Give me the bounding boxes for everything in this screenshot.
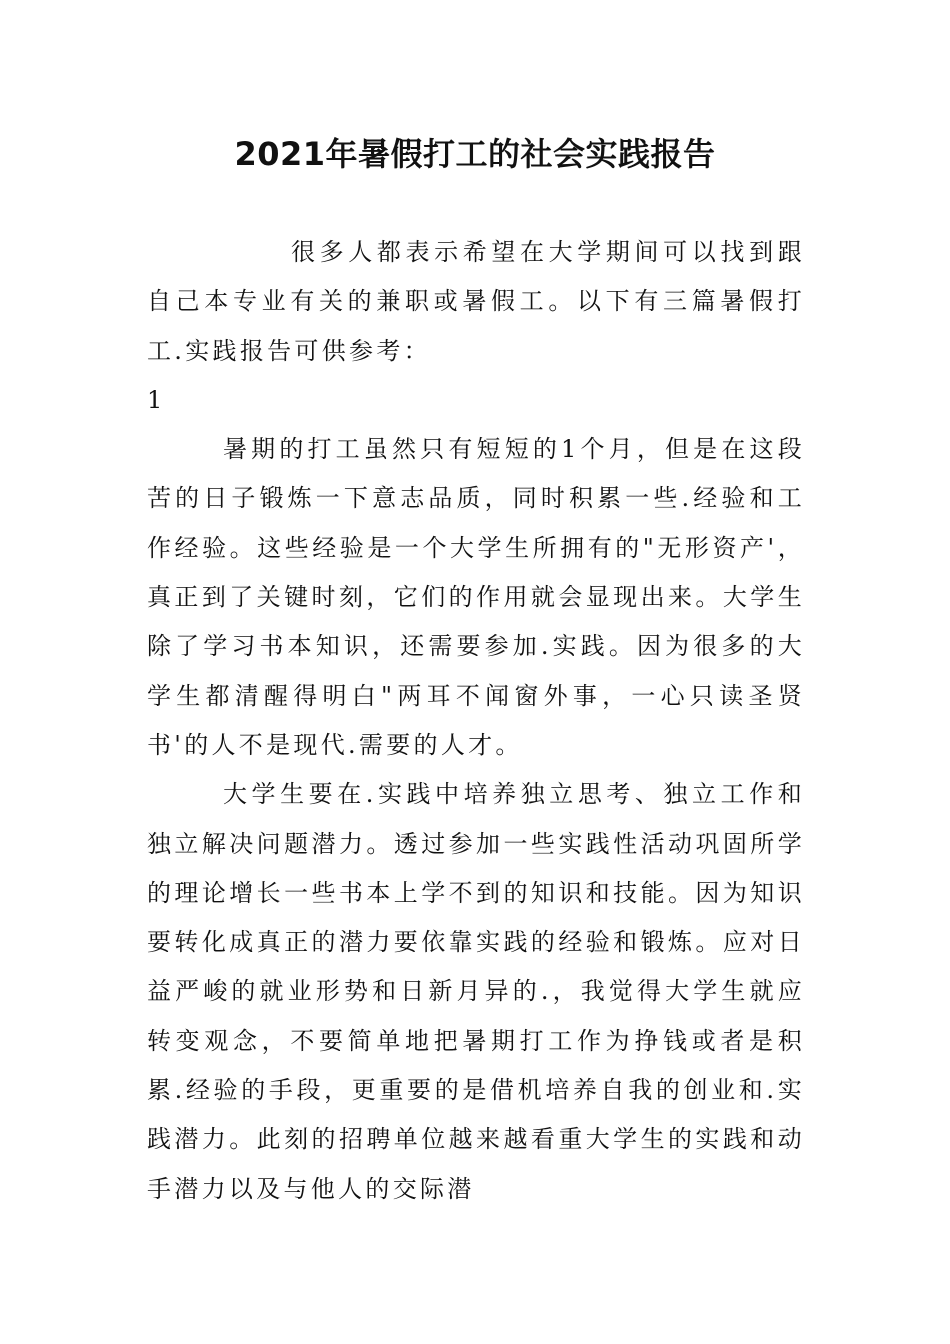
document-body (147, 228, 805, 1214)
body-paragraph-2: 大学生要在.实践中培养独立思考、独立工作和独立解决问题潜力。透过参加一些实践性活动巩固所学的理论增长一些书本上学不到的知识和技能。因为知识要转化成真正的潜力要依靠实践的经验和锻炼。应对日益严峻的就业形势和日新月异的.，我觉得大学生就应转变观念，不要简单地把暑期打工作为挣钱或者是积累.经验的手段，更重要的是借机培养自我的创业和.实践潜力。此刻的招聘单位越来越看重大学生的实践和动手潜力以及与他人的交际潜 (147, 780, 805, 1203)
section-marker: 1 (147, 385, 166, 414)
intro-paragraph: 很多人都表示希望在大学期间可以找到跟自己本专业有关的兼职或暑假工。以下有三篇暑假打工.实践报告可供参考： (147, 238, 805, 365)
body-paragraph-1: 暑期的打工虽然只有短短的1个月，但是在这段苦的日子锻炼一下意志品质，同时积累一些.经验和工作经验。这些经验是一个大学生所拥有的"无形资产'，真正到了关键时刻，它们的作用就会显现出来。大学生除了学习书本知识，还需要参加.实践。因为很多的大学生都清醒得明白"两耳不闻窗外事，一心只读圣贤书'的人不是现代.需要的人才。 (147, 435, 805, 759)
document-title: 2021年暑假打工的社会实践报告 (234, 135, 716, 173)
